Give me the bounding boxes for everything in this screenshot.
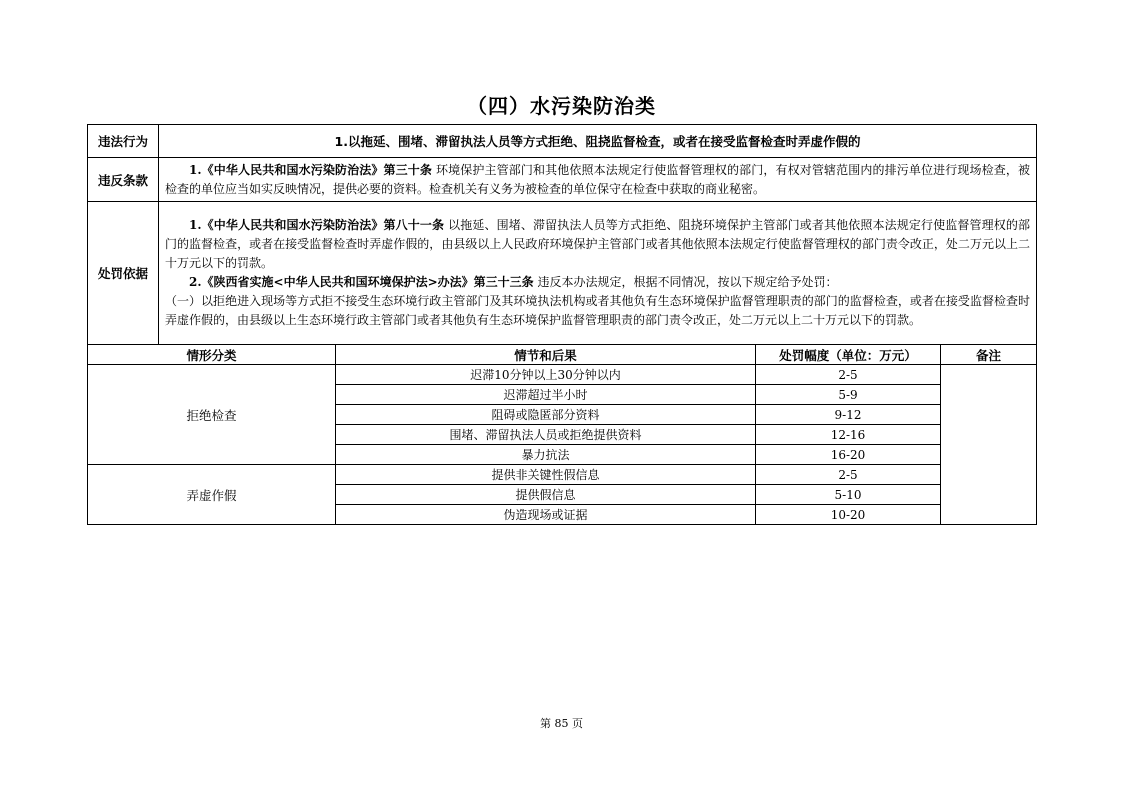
circumstance-cell: 阻碍或隐匿部分资料 xyxy=(336,405,756,425)
category-cell: 弄虚作假 xyxy=(88,465,336,525)
range-cell: 9-12 xyxy=(756,405,941,425)
header-note: 备注 xyxy=(941,345,1037,365)
penalty-text-1: 以拖延、围堵、滞留执法人员等方式拒绝、阻挠环境保护主管部门或者其他依照本法规定行使监督管理权的部门的监督检查，或者在接受监督检查时弄虚作假的，由县级以上人民政府环境保护主管部门或者其他依照本法规定行使监督管理权的部门责令改正，处二万元以上二十万元以下的罚款。 xyxy=(165,218,1031,270)
provision-row xyxy=(88,158,1037,202)
provision-text: 环境保护主管部门和其他依照本法规定行使监督管理权的部门，有权对管辖范围内的排污单位进行现场检查，被检查的单位应当如实反映情况，提供必要的资料。检查机关有义务为被检查的单位保守在检查中获取的商业秘密。 xyxy=(165,162,1031,196)
header-circumstance: 情节和后果 xyxy=(336,345,756,365)
page-number: 第 85 页 xyxy=(540,717,583,730)
range-cell: 2-5 xyxy=(756,365,941,385)
range-cell: 12-16 xyxy=(756,425,941,445)
violation-row xyxy=(88,125,1037,158)
header-range: 处罚幅度（单位：万元） xyxy=(756,345,941,365)
range-cell: 5-9 xyxy=(756,385,941,405)
range-cell: 16-20 xyxy=(756,445,941,465)
page-title: （四）水污染防治类 xyxy=(467,94,656,118)
penalty-text-2: 违反本办法规定，根据不同情况，按以下规定给予处罚： xyxy=(537,275,838,289)
note-cell xyxy=(941,365,1037,525)
range-cell: 2-5 xyxy=(756,465,941,485)
penalty-row xyxy=(88,202,1037,345)
penalty-label: 处罚依据 xyxy=(88,202,159,345)
penalty-text-3: （一）以拒绝进入现场等方式拒不接受生态环境行政主管部门及其环境执法机构或者其他负有生态环境保护监督管理职责的部门的监督检查，或者在接受监督检查时弄虚作假的，由县级以上生态环境行政主管部门或者其他负有生态环境保护监督管理职责的部门责令改正，处二万元以上二十万元以下的罚款。 xyxy=(165,294,1031,327)
circumstance-cell: 伪造现场或证据 xyxy=(336,505,756,525)
penalty-document-table xyxy=(87,124,1036,525)
grid-header-row xyxy=(88,345,1037,365)
penalty-law-1: 1.《中华人民共和国水污染防治法》第八十一条 xyxy=(189,218,445,232)
provision-law: 1.《中华人民共和国水污染防治法》第三十条 xyxy=(189,162,433,177)
header-category: 情形分类 xyxy=(88,345,336,365)
violation-text: 1.以拖延、围堵、滞留执法人员等方式拒绝、阻挠监督检查，或者在接受监督检查时弄虚作假的 xyxy=(159,125,1037,158)
table-row xyxy=(88,465,1037,485)
violation-label: 违法行为 xyxy=(88,125,159,158)
provision-cell xyxy=(159,158,1037,202)
penalty-cell xyxy=(159,202,1037,345)
circumstance-cell: 围堵、滞留执法人员或拒绝提供资料 xyxy=(336,425,756,445)
provision-label: 违反条款 xyxy=(88,158,159,202)
circumstance-cell: 暴力抗法 xyxy=(336,445,756,465)
circumstance-cell: 提供假信息 xyxy=(336,485,756,505)
circumstance-cell: 迟滞10分钟以上30分钟以内 xyxy=(336,365,756,385)
category-cell: 拒绝检查 xyxy=(88,365,336,465)
range-cell: 5-10 xyxy=(756,485,941,505)
circumstance-cell: 提供非关键性假信息 xyxy=(336,465,756,485)
table-row xyxy=(88,365,1037,385)
penalty-law-2: 2.《陕西省实施<中华人民共和国环境保护法>办法》第三十三条 xyxy=(189,275,534,289)
circumstance-cell: 迟滞超过半小时 xyxy=(336,385,756,405)
range-cell: 10-20 xyxy=(756,505,941,525)
